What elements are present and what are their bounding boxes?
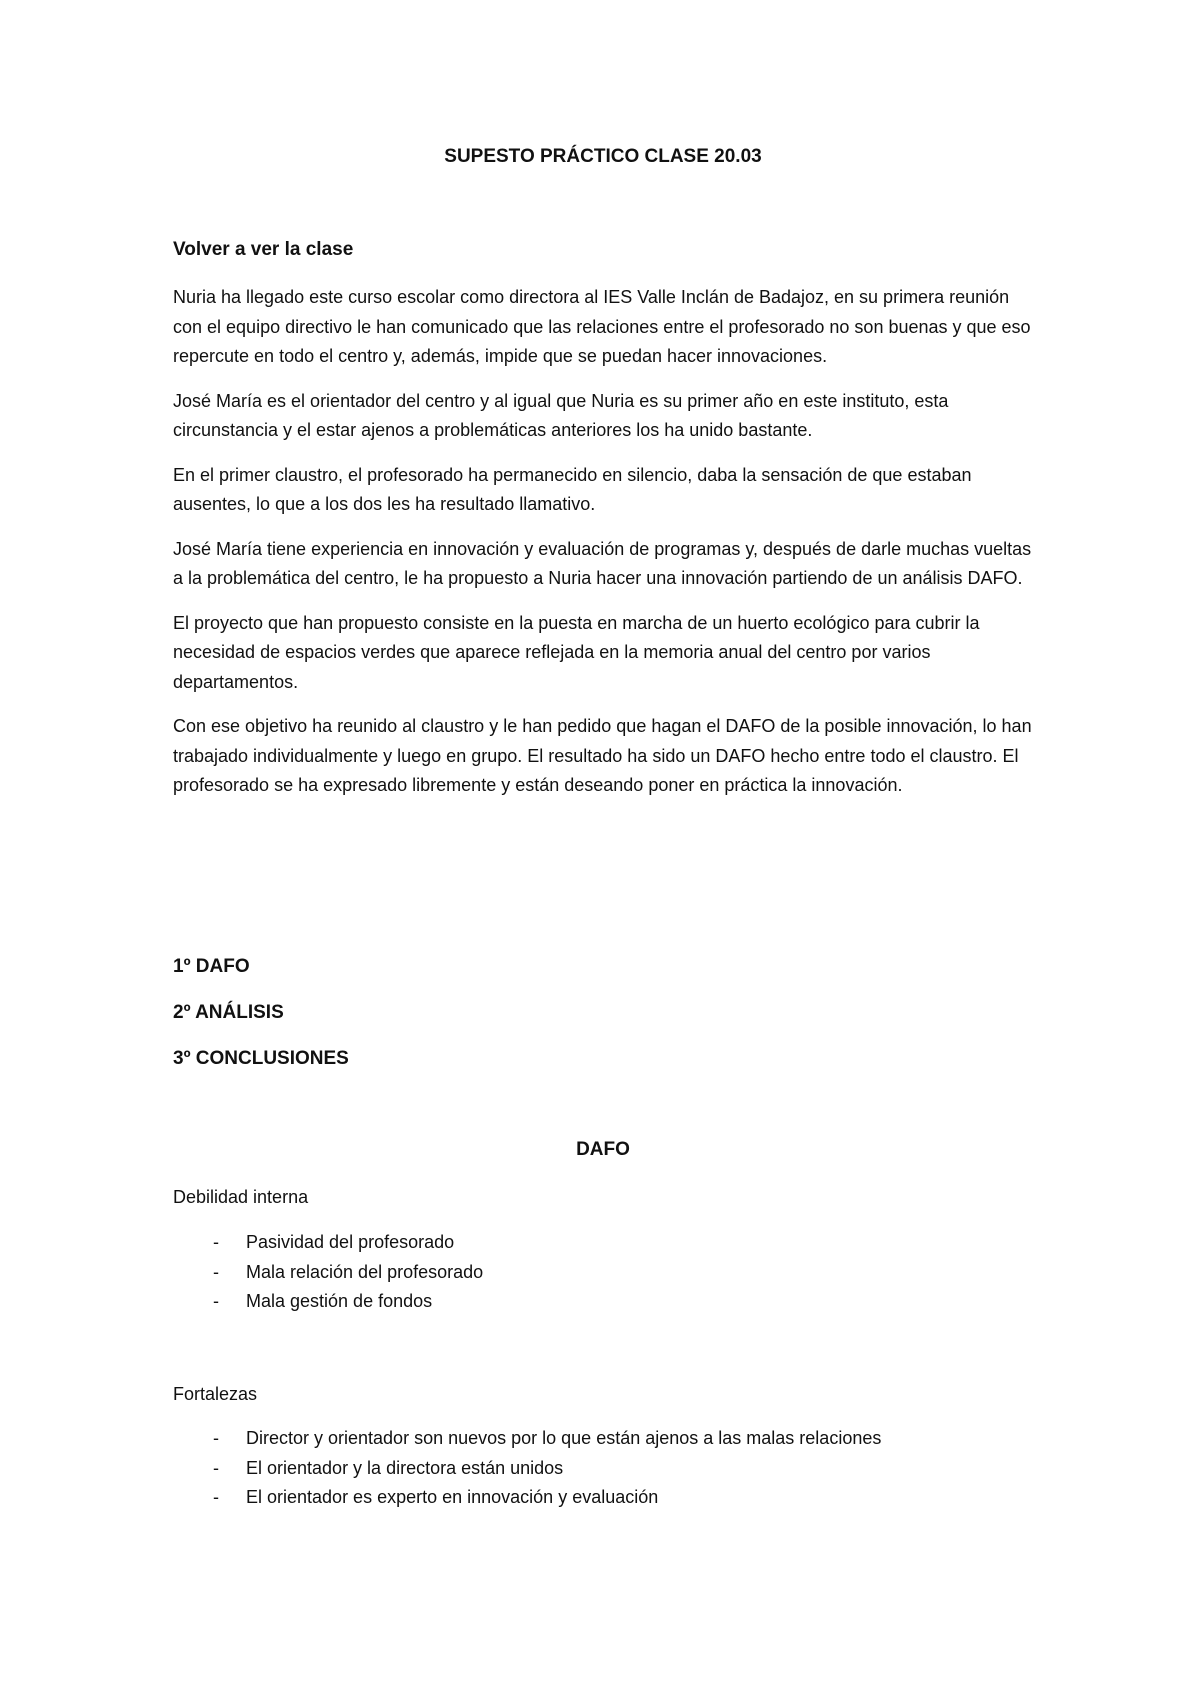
list-item-text: Mala relación del profesorado: [246, 1261, 484, 1282]
paragraph: José María es el orientador del centro y al igual que Nuria es su primer año en este instituto, esta circunstancia y el estar ajenos a problemáticas anteriores los ha unido bastante.: [173, 390, 949, 440]
step-item: 3º CONCLUSIONES: [173, 1048, 349, 1069]
dafo-section-title: DAFO: [576, 1139, 630, 1160]
dash-bullet: -: [213, 1428, 219, 1448]
list-item: [173, 1424, 881, 1454]
step-item: 2º ANÁLISIS: [173, 1002, 284, 1023]
list-item: [173, 1483, 881, 1513]
steps-list: [173, 955, 349, 1093]
subheading: Volver a ver la clase: [173, 239, 354, 260]
paragraph: José María tiene experiencia en innovación y evaluación de programas y, después de darle muchas vueltas a la problemática del centro, le ha propuesto a Nuria hacer una innovación partiendo de un análisis DAFO.: [173, 538, 1032, 588]
dash-bullet: -: [213, 1261, 219, 1282]
list-item: [173, 1454, 881, 1484]
dash-bullet: -: [213, 1232, 219, 1252]
dash-bullet: -: [213, 1457, 219, 1478]
list-item-text: El orientador y la directora están unidos: [246, 1457, 564, 1478]
paragraph: Con ese objetivo ha reunido al claustro y le han pedido que hagan el DAFO de la posible innovación, lo han trabajado individualmente y luego en grupo. El resultado ha sido un DAFO hecho entre todo el claustro. El profesorado se ha expresado libremente y están deseando poner en práctica la innovación.: [173, 716, 1032, 795]
paragraph: Nuria ha llegado este curso escolar como directora al IES Valle Inclán de Badajoz, en su primera reunión con el equipo directivo le han comunicado que las relaciones entre el profesorado no son buenas y que eso repercute en todo el centro y, además, impide que se puedan hacer innovaciones.: [173, 287, 1031, 366]
list-item-text: Mala gestión de fondos: [246, 1291, 433, 1311]
list-item: [173, 1228, 483, 1258]
dash-bullet: -: [213, 1487, 219, 1507]
debilidad-label: Debilidad interna: [173, 1187, 309, 1207]
debilidad-list: [173, 1228, 483, 1317]
list-item: [173, 1287, 483, 1317]
fortalezas-label: Fortalezas: [173, 1384, 258, 1404]
list-item-text: Pasividad del profesorado: [246, 1232, 455, 1252]
fortalezas-list: [173, 1424, 881, 1513]
list-item: [173, 1258, 483, 1288]
case-description: [173, 283, 1033, 816]
dash-bullet: -: [213, 1291, 219, 1311]
step-item: 1º DAFO: [173, 956, 250, 977]
document-title: SUPESTO PRÁCTICO CLASE 20.03: [444, 146, 762, 167]
paragraph: En el primer claustro, el profesorado ha permanecido en silencio, daba la sensación de que estaban ausentes, lo que a los dos les ha resultado llamativo.: [173, 464, 972, 514]
list-item-text: El orientador es experto en innovación y evaluación: [246, 1487, 659, 1507]
paragraph: El proyecto que han propuesto consiste en la puesta en marcha de un huerto ecológico para cubrir la necesidad de espacios verdes que aparece reflejada en la memoria anual del centro por varios departamentos.: [173, 612, 980, 692]
list-item-text: Director y orientador son nuevos por lo que están ajenos a las malas relaciones: [246, 1428, 882, 1448]
